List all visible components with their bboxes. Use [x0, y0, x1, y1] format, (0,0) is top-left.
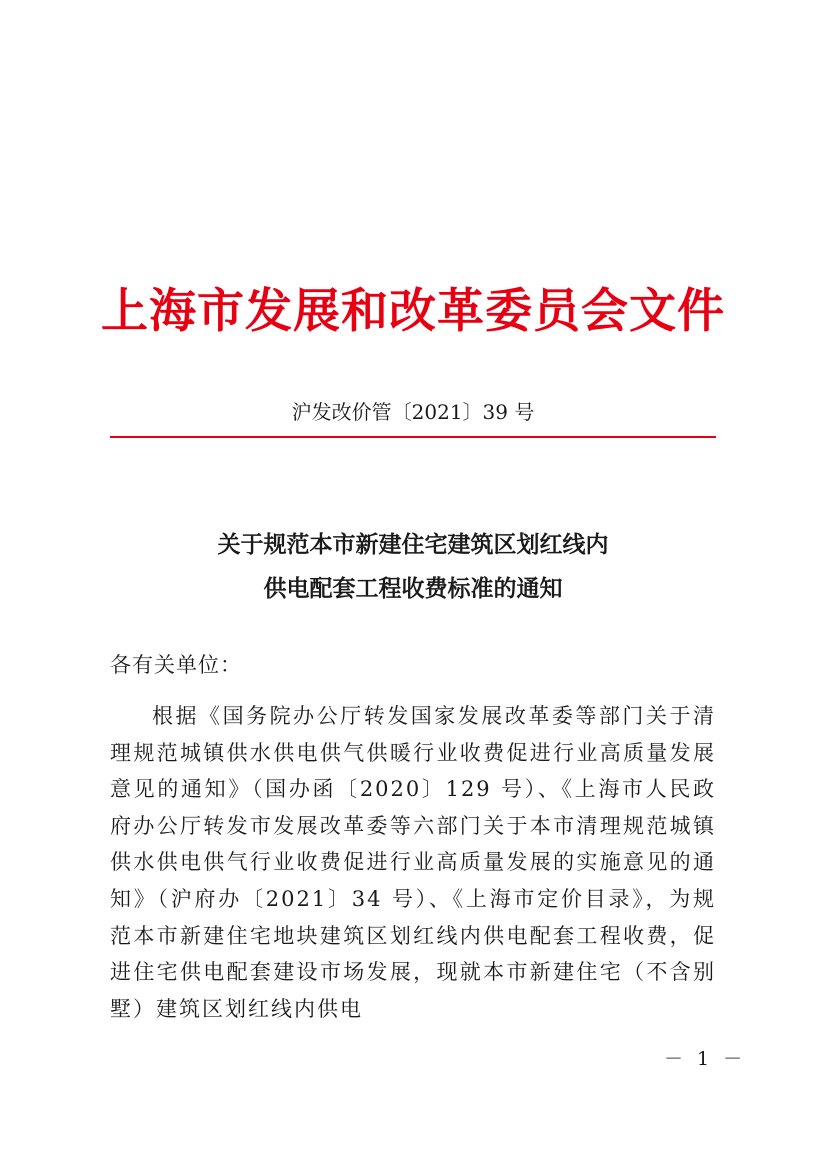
document-title-line-2: 供电配套工程收费标准的通知: [263, 575, 563, 602]
document-title: [0, 523, 826, 611]
body-paragraph: 根据《国务院办公厅转发国家发展改革委等部门关于清理规范城镇供水供电供气供暖行业收费促进行业高质量发展意见的通知》（国办函〔2020〕129 号）、《上海市人民政府办公厅转发市发展改革委等六部门关于本市清理规范城镇供水供电供气行业收费促进行业高质量发展的实施意见的通知》（沪府办〔2021〕34 号）、《上海市定价目录》，为规范本市新建住宅地块建筑区划红线内供电配套工程收费，促进住宅供电配套建设市场发展，现就本市新建住宅（不含别墅）建筑区划红线内供电: [110, 704, 716, 1021]
page-number: － 1 －: [664, 1048, 747, 1070]
red-separator-rule: [110, 436, 716, 438]
document-number: 沪发改价管〔2021〕39 号: [291, 400, 535, 424]
salutation: 各有关单位：: [110, 653, 242, 677]
masthead-title: 上海市发展和改革委员会文件: [101, 284, 725, 339]
document-title-line-1: 关于规范本市新建住宅建筑区划红线内: [217, 531, 609, 558]
